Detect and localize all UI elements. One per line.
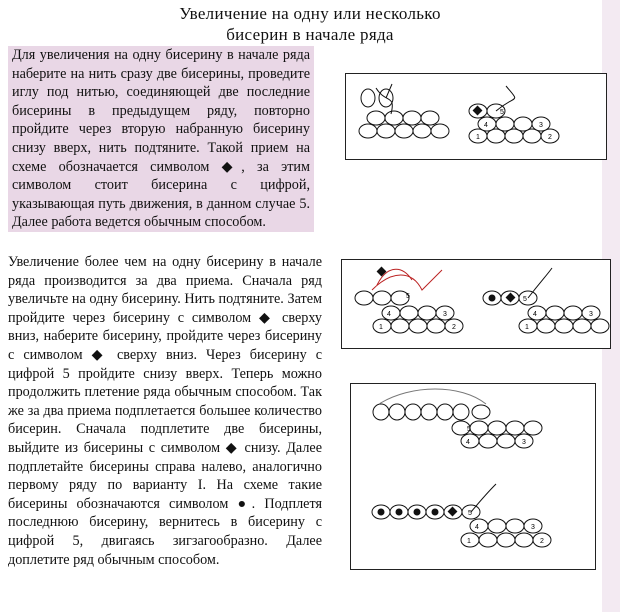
bead-diagram-3 xyxy=(351,384,595,569)
bead-diagram-1 xyxy=(346,74,606,159)
svg-text:4: 4 xyxy=(466,439,470,446)
svg-text:1: 1 xyxy=(525,324,529,331)
svg-text:5: 5 xyxy=(523,296,527,303)
svg-text:4: 4 xyxy=(533,311,537,318)
svg-text:1: 1 xyxy=(379,324,383,331)
paragraph-single-increase: Для увеличения на одну бисерину в начале ряда наберите на нить сразу две бисерины, проведите иглу под нитью, соединяющей две последние бисерины в предыдущем ряду, повторно пройдите через вторую набранную бисерину снизу вверх, нить подтяните. Такой прием на схеме обозначается символом ◆, за этим символом стоит бисерина с цифрой, указывающая путь движения, в данном случае 5. Далее работа ведется обычным способом. xyxy=(8,46,314,232)
figure-several-beads-increase xyxy=(350,383,596,570)
svg-text:5: 5 xyxy=(467,426,471,433)
svg-text:4: 4 xyxy=(387,311,391,318)
svg-text:4: 4 xyxy=(484,122,488,129)
section-title-line-1: Увеличение на одну или несколько xyxy=(179,4,441,23)
svg-text:3: 3 xyxy=(531,524,535,531)
svg-text:2: 2 xyxy=(548,134,552,141)
svg-text:5: 5 xyxy=(468,510,472,517)
svg-text:3: 3 xyxy=(522,439,526,446)
svg-text:3: 3 xyxy=(443,311,447,318)
paragraph-multiple-increase: Увеличение более чем на одну бисерину в начале ряда производится за два приема. Сначала ряд увеличьте на одну бисерину. Нить подтяните. Затем пройдите через бисерину с символом ◆ сверху вниз, наберите бисерину, пройдите через бисерину с символом ◆ сверху вниз. Через бисерину с цифрой 5 пройдите снизу вверх. Теперь можно продолжить плетение ряда обычным способом. Так же за два приема подплетается большее количество бисерин. Сначала подплетите две бисерины, выйдите из бисерины с символом ◆ снизу. Далее подплетайте бисерины справа налево, аналогично первому ряду по варианту I. На схеме такие бисерины обозначаются символом ●. Подплетя последнюю бисерину, вернитесь в бисерину с цифрой 5, двигаясь зигзагообразно. Далее доплетите ряд обычным способом. xyxy=(8,254,322,568)
svg-text:1: 1 xyxy=(476,134,480,141)
svg-text:2: 2 xyxy=(452,324,456,331)
svg-text:4: 4 xyxy=(475,524,479,531)
svg-text:1: 1 xyxy=(467,538,471,545)
svg-text:2: 2 xyxy=(540,538,544,545)
svg-text:3: 3 xyxy=(589,311,593,318)
section-title-line-2: бисерин в начале ряда xyxy=(226,25,394,44)
bead-diagram-2 xyxy=(342,260,610,348)
svg-text:3: 3 xyxy=(539,122,543,129)
svg-text:5: 5 xyxy=(406,293,410,300)
svg-text:5: 5 xyxy=(500,109,504,116)
figure-two-step-increase xyxy=(341,259,611,349)
figure-single-increase xyxy=(345,73,607,160)
